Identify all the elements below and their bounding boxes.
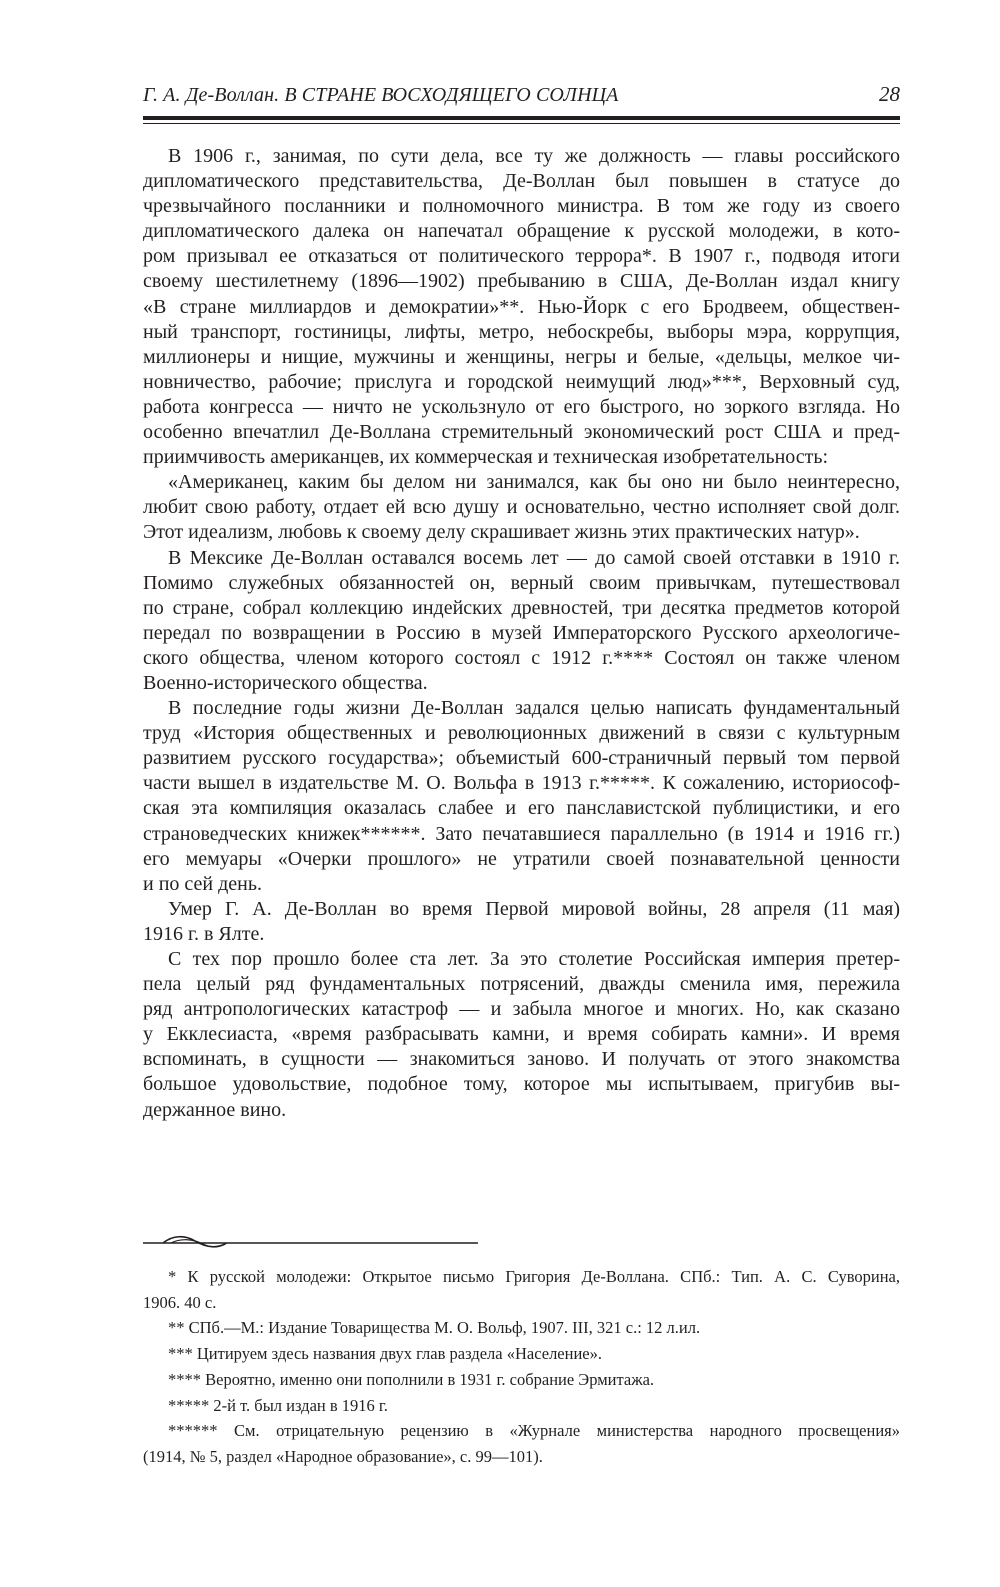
paragraph bbox=[143, 696, 900, 897]
footnote-separator-ornament bbox=[143, 1232, 478, 1252]
paragraph bbox=[143, 947, 900, 1123]
text-line: большое удовольствие, подобное тому, которое мы испытываем, пригубив вы- bbox=[143, 1073, 900, 1096]
footnote bbox=[143, 1393, 900, 1419]
text-line: чрезвычайного посланники и полномочного министра. В том же году из своего bbox=[143, 195, 900, 218]
page-number: 28 bbox=[879, 82, 900, 106]
text-line: 1916 г. в Ялте. bbox=[143, 922, 265, 945]
footnote bbox=[143, 1264, 900, 1315]
text-line: *** Цитируем здесь названия двух глав раздела «Население». bbox=[168, 1344, 602, 1364]
text-line: Этот идеализм, любовь к своему делу скрашивает жизнь этих практических натур». bbox=[143, 521, 860, 544]
text-line: его мемуары «Очерки прошлого» не утратили своей познавательной ценности bbox=[143, 847, 900, 870]
running-title: Г. А. Де-Воллан. В СТРАНЕ ВОСХОДЯЩЕГО СОЛНЦА bbox=[143, 84, 619, 106]
paragraph bbox=[143, 546, 900, 697]
text-line: Помимо служебных обязанностей он, верный своим привычкам, путешествовал bbox=[143, 571, 900, 594]
paragraph bbox=[143, 144, 900, 470]
text-line: ****** См. отрицательную рецензию в «Журнале министерства народного просвещения» bbox=[168, 1421, 900, 1441]
text-line: держанное вино. bbox=[143, 1098, 287, 1121]
footnote bbox=[143, 1315, 900, 1341]
text-line: миллионеры и нищие, мужчины и женщины, негры и белые, «дельцы, мелкое чи- bbox=[143, 345, 900, 368]
text-line: части вышел в издательстве М. О. Вольфа в 1913 г.*****. К сожалению, историософ- bbox=[143, 772, 900, 795]
text-line: * К русской молодежи: Открытое письмо Григория Де-Воллана. СПб.: Тип. А. С. Суворина, bbox=[168, 1267, 900, 1286]
text-line: страноведческих книжек******. Зато печатавшиеся параллельно (в 1914 и 1916 гг.) bbox=[143, 822, 900, 845]
text-line: дипломатического представительства, Де-Воллан был повышен в статусе до bbox=[143, 170, 900, 193]
footnote bbox=[143, 1418, 900, 1469]
text-line: труд «История общественных и революционных движений в связи с культурным bbox=[143, 722, 900, 745]
text-line: «Американец, каким бы делом ни занимался, как бы оно ни было неинтересно, bbox=[168, 471, 900, 494]
text-line: новничество, рабочие; прислуга и городской неимущий люд»***, Верховный суд, bbox=[143, 370, 900, 393]
text-line: пела целый ряд фундаментальных потрясений, дважды сменила имя, пережила bbox=[143, 973, 900, 996]
text-line: любит свою работу, отдает ей всю душу и основательно, честно исполняет свой долг. bbox=[143, 496, 900, 519]
text-line: дипломатического далека он напечатал обращение к русской молодежи, в кото- bbox=[143, 220, 900, 243]
text-line: работа конгресса — ничто не ускользнуло от его быстрого, но зоркого взгляда. Но bbox=[143, 395, 900, 418]
text-line: вспоминать, в сущности — знакомиться заново. И получать от этого знакомства bbox=[143, 1048, 900, 1071]
text-line: (1914, № 5, раздел «Народное образование», с. 99—101). bbox=[143, 1446, 543, 1466]
text-line: у Екклесиаста, «время разбрасывать камни, и время собирать камни». И время bbox=[143, 1023, 900, 1046]
header-rule-thick bbox=[143, 116, 900, 120]
footnote bbox=[143, 1367, 900, 1393]
text-line: В последние годы жизни Де-Воллан задался целью написать фундаментальный bbox=[168, 697, 900, 720]
text-line: передал по возвращении в Россию в музей Императорского Русского археологиче- bbox=[143, 621, 900, 644]
text-line: ный транспорт, гостиницы, лифты, метро, небоскребы, выборы мэра, коррупция, bbox=[143, 320, 900, 343]
text-line: Умер Г. А. Де-Воллан во время Первой мировой войны, 28 апреля (11 мая) bbox=[168, 897, 900, 920]
text-line: **** Вероятно, именно они пополнили в 1931 г. собрание Эрмитажа. bbox=[168, 1369, 655, 1389]
footnotes bbox=[143, 1264, 900, 1470]
header-rule-thin bbox=[143, 123, 900, 124]
text-line: ская эта компиляция оказалась слабее и его панславистской публицистики, и его bbox=[143, 797, 900, 820]
text-line: С тех пор прошло более ста лет. За это столетие Российская империя претер- bbox=[168, 948, 900, 970]
footnote bbox=[143, 1341, 900, 1367]
text-line: В Мексике Де-Воллан оставался восемь лет — до самой своей отставки в 1910 г. bbox=[168, 546, 900, 569]
text-line: ром призывал ее отказаться от политического террора*. В 1907 г., подводя итоги bbox=[143, 245, 900, 268]
text-line: ряд антропологических катастроф — и забыла многое и многих. Но, как сказано bbox=[143, 998, 900, 1021]
text-line: ***** 2-й т. был издан в 1916 г. bbox=[168, 1395, 388, 1415]
text-line: ** СПб.—М.: Издание Товарищества М. О. Вольф, 1907. III, 321 с.: 12 л.ил. bbox=[168, 1318, 701, 1338]
text-line: по стране, собрал коллекцию индейских древностей, три десятка предметов которой bbox=[143, 596, 900, 619]
text-line: В 1906 г., занимая, по сути дела, все ту же должность — главы российского bbox=[168, 145, 900, 167]
text-line: развитием русского государства»; объемистый 600-страничный первый том первой bbox=[143, 747, 900, 770]
text-line: ского общества, членом которого состоял с 1912 г.**** Состоял он также членом bbox=[143, 646, 900, 669]
text-line: своему шестилетнему (1896—1902) пребыванию в США, Де-Воллан издал книгу bbox=[143, 270, 900, 293]
text-line: особенно впечатлил Де-Воллана стремительный экономический рост США и пред- bbox=[143, 421, 900, 444]
paragraph bbox=[143, 897, 900, 947]
text-line: «В стране миллиардов и демократии»**. Нью-Йорк с его Бродвеем, обществен- bbox=[143, 295, 900, 318]
text-line: и по сей день. bbox=[143, 872, 262, 895]
text-line: Военно-исторического общества. bbox=[143, 671, 428, 694]
running-header bbox=[143, 84, 900, 112]
text-line: 1906. 40 с. bbox=[143, 1292, 217, 1312]
text-line: приимчивость американцев, их коммерческая и техническая изобретательность: bbox=[143, 446, 829, 469]
body-text bbox=[143, 144, 900, 1123]
paragraph bbox=[143, 470, 900, 545]
